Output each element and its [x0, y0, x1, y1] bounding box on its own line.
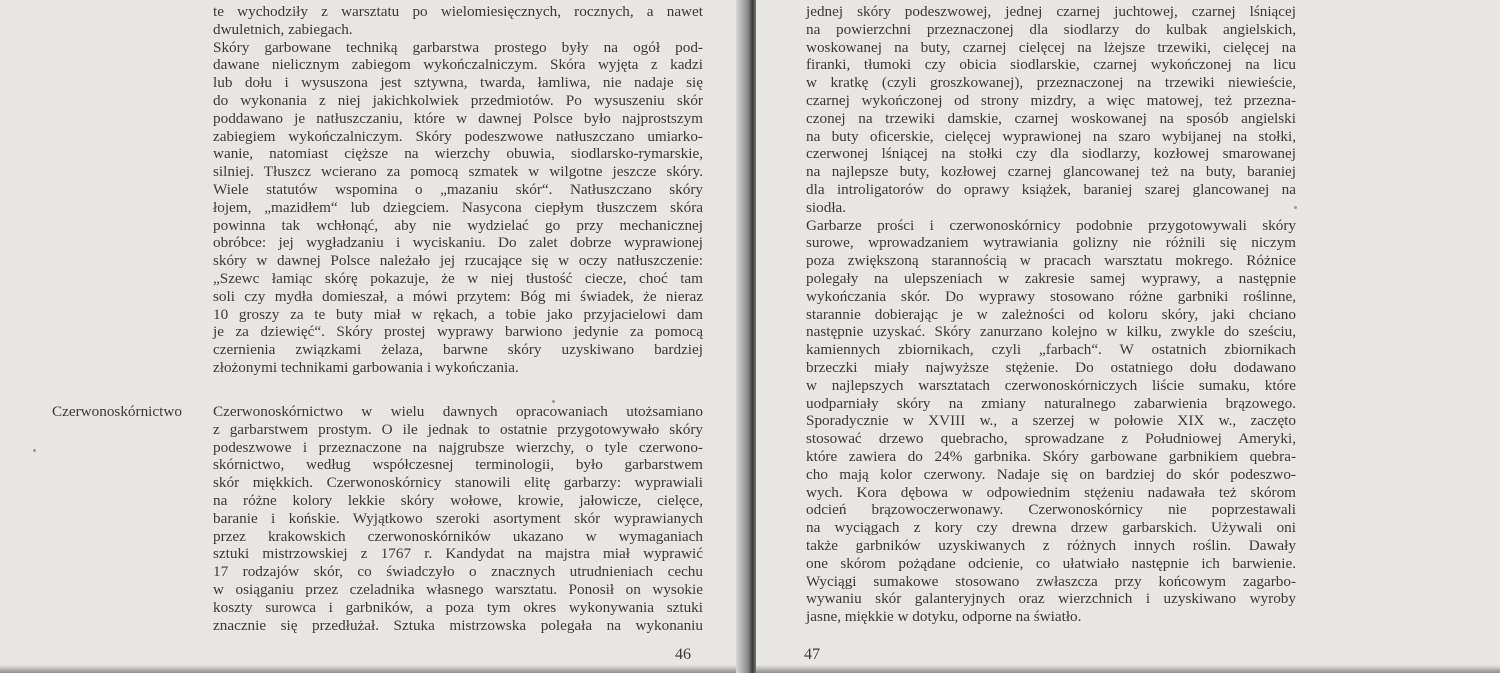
text-line: czonej na trzewiki damskie, czarnej woskowanej na sposób angielski: [806, 109, 1296, 127]
text-line: które zawiera do 24% garbnika. Skóry garbowane garbnikiem quebra-: [806, 447, 1296, 465]
text-line: czerwonej lśniącej na stołki czy dla siodlarzy, kozłowej smarowanej: [806, 145, 1296, 163]
text-line: wywaniu skór galanteryjnych oraz wierzchnich i uzyskiwano wyroby: [806, 590, 1296, 608]
text-line: poddawano je natłuszczaniu, które w dawnej Polsce było najprostszym: [213, 109, 703, 127]
text-line: soli czy mydła domieszał, a mówi przytem: Bóg mi świadek, że nieraz: [213, 287, 703, 305]
text-line: do wykonania z niej jakichkolwiek przedmiotów. Po wysuszeniu skór: [213, 91, 703, 109]
text-line: brzeczki miały najwyższe stężenie. Do ostatniego dołu dodawano: [806, 358, 1296, 376]
text-line: je za dziewięć“. Skóry prostej wyprawy barwiono jedynie za pomocą: [213, 323, 703, 341]
text-line: następnie uzyskać. Skóry zanurzano kolejno w kilku, zwykle do sześciu,: [806, 323, 1296, 341]
text-line: poza zwiększoną starannością w pracach warsztatu mokrego. Różnice: [806, 252, 1296, 270]
left-page: [0, 0, 748, 673]
text-line: wanie, natomiast cięższe na wierzchy obuwia, siodlarsko-rymarskie,: [213, 145, 703, 163]
left-paragraph-1: [213, 3, 703, 377]
text-line: te wychodziły z warsztatu po wielomiesięcznych, rocznych, a nawet: [213, 3, 703, 20]
text-line: surowe, wprowadzaniem wytrawiania golizny nie różnili się niczym: [806, 234, 1296, 252]
text-line: podeszwowe i przeznaczone na najgrubsze wierzchy, o tyle czerwono-: [213, 438, 703, 456]
text-line: silniej. Tłuszcz wcierano za pomocą szmatek w wilgotne jeszcze skóry.: [213, 163, 703, 181]
right-page: [756, 0, 1500, 673]
text-line: na najlepsze buty, kozłowej czarnej glancowanej też na buty, baraniej: [806, 163, 1296, 181]
text-line: na wyciągach z kory czy drewna drzew garbarskich. Używali oni: [806, 519, 1296, 537]
text-line: starannie dobierając je w zależności od koloru skóry, jaki chciano: [806, 305, 1296, 323]
page-number-right: 47: [804, 646, 820, 663]
text-line: znacznie się przedłużał. Sztuka mistrzowska polegała na wykonaniu: [213, 616, 703, 634]
left-paragraph-2: [213, 403, 703, 634]
text-line: obróbce: jej wygładzaniu i wyciskaniu. Do zalet dobrze wyprawionej: [213, 234, 703, 252]
page-bottom-shadow: [756, 665, 1500, 673]
text-line: siodła.: [806, 198, 847, 216]
text-line: one skórom pożądane odcienie, co ułatwiało następnie ich barwienie.: [806, 554, 1296, 572]
text-line: Czerwonoskórnictwo w wielu dawnych opracowaniach utożsamiano: [213, 403, 703, 420]
text-line: koszty surowca i garbników, a poza tym okres wykonywania sztuki: [213, 598, 703, 616]
text-line: także garbników uzyskiwanych z różnych innych roślin. Dawały: [806, 536, 1296, 554]
text-line: Garbarze prości i czerwonoskórnicy podobnie przygotowywali skóry: [806, 216, 1296, 234]
text-line: na powierzchni przeznaczonej dla siodlarzy do kulbak angielskich,: [806, 20, 1296, 38]
text-line: czernienia związkami żelaza, barwne skóry uzyskiwano bardziej: [213, 341, 703, 359]
page-number-left: 46: [675, 646, 691, 663]
text-line: na buty oficerskie, cielęcej wyprawionej na szaro wybijanej na stołki,: [806, 127, 1296, 145]
text-line: na różne kolory lekkie skóry wołowe, krowie, jałowicze, cielęce,: [213, 491, 703, 509]
text-line: jasne, miękkie w dotyku, odporne na światło.: [806, 608, 1082, 626]
text-line: w kratkę (czyli groszkowanej), przeznaczonej na trzewiki niewieście,: [806, 74, 1296, 92]
text-line: firanki, tłumoki czy obicia siodlarskie, czarnej wykończonej na licu: [806, 56, 1296, 74]
text-line: lub dołu i wysuszona jest sztywna, twarda, łamliwa, nie nadaje się: [213, 74, 703, 92]
text-line: zabiegiem wykończalniczym. Skóry podeszwowe natłuszczano umiarko-: [213, 127, 703, 145]
paper-speck: [33, 449, 36, 452]
text-line: odcień brązowoczerwonawy. Czerwonoskórnicy nie poprzestawali: [806, 501, 1296, 519]
text-line: przez krakowskich czerwonoskórników ukazano w wymaganiach: [213, 527, 703, 545]
text-line: uodparniały skóry na zmiany naturalnego zabarwienia brązowego.: [806, 394, 1296, 412]
paper-speck: [1294, 206, 1297, 209]
text-line: wych. Kora dębowa w odpowiednim stężeniu nadawała też skórom: [806, 483, 1296, 501]
page-bottom-shadow: [0, 665, 748, 673]
text-line: 17 rodzajów skór, co świadczyło o znacznych utrudnieniach cechu: [213, 563, 703, 581]
text-line: jednej skóry podeszwowej, jednej czarnej juchtowej, czarnej lśniącej: [806, 3, 1296, 20]
text-line: dla introligatorów do oprawy książek, baraniej szarej glancowanej na: [806, 180, 1296, 198]
text-line: cho mają kolor czerwony. Nadaje się on bardziej do skór podeszwo-: [806, 465, 1296, 483]
text-line: dawane nielicznym zabiegom wykończalniczym. Skóra wyjęta z kadzi: [213, 56, 703, 74]
text-line: łojem, „mazidłem“ lub dziegciem. Nasycona ciepłym tłuszczem skóra: [213, 198, 703, 216]
text-line: wykończania skór. Do wyprawy stosowano różne garbniki roślinne,: [806, 287, 1296, 305]
text-line: czarnej wykończonej od strony mizdry, a więc matowej, też przezna-: [806, 91, 1296, 109]
text-line: skór miękkich. Czerwonoskórnicy stanowili elitę garbarzy: wyprawiali: [213, 474, 703, 492]
text-line: w osiąganiu przez czeladnika własnego warsztatu. Ponosił on wysokie: [213, 580, 703, 598]
text-line: złożonymi technikami garbowania i wykończania.: [213, 358, 519, 376]
text-line: 10 groszy za te buty miał w rękach, a tobie jako przyjacielowi dam: [213, 305, 703, 323]
text-line: woskowanej na buty, czarnej cielęcej na lżejsze trzewiki, cielęcej na: [806, 38, 1296, 56]
text-line: Sporadycznie w XVIII w., a szerzej w połowie XIX w., zaczęto: [806, 412, 1296, 430]
text-line: z garbarstwem prostym. O ile jednak to ostatnie przygotowywało skóry: [213, 420, 703, 438]
text-line: skóry w dawnej Polsce należało jej rzucające się w oczy natłuszczenie:: [213, 252, 703, 270]
margin-note: Czerwonoskórnictwo: [52, 403, 182, 420]
text-line: baranie i końskie. Wyjątkowo szeroki asortyment skór wyprawianych: [213, 509, 703, 527]
right-text: [806, 3, 1296, 626]
text-line: sztuki mistrzowskiej z 1767 r. Kandydat na majstra miał wyprawić: [213, 545, 703, 563]
text-line: kamiennych zbiornikach, czyli „farbach“. W ostatnich zbiornikach: [806, 341, 1296, 359]
text-line: „Szewc łamiąc skórę pokazuje, że w niej tłustość ciecze, choć tam: [213, 269, 703, 287]
text-line: Wiele statutów wspomina o „mazaniu skór“. Natłuszczano skóry: [213, 180, 703, 198]
text-line: w najlepszych warsztatach czerwonoskórniczych liście sumaku, które: [806, 376, 1296, 394]
text-line: dwuletnich, zabiegach.: [213, 20, 353, 38]
text-line: stosować drzewo quebracho, sprowadzane z Południowej Ameryki,: [806, 430, 1296, 448]
text-line: Skóry garbowane techniką garbarstwa prostego były na ogół pod-: [213, 38, 703, 56]
paper-speck: [552, 400, 555, 403]
text-line: powinna tak wchłonąć, aby nie wydzielać go przy mechanicznej: [213, 216, 703, 234]
text-line: skórnictwo, według współczesnej terminologii, było garbarstwem: [213, 456, 703, 474]
text-line: polegały na ulepszeniach w zakresie samej wyprawy, a następnie: [806, 269, 1296, 287]
text-line: Wyciągi sumakowe stosowano zwłaszcza przy końcowym zagarbo-: [806, 572, 1296, 590]
